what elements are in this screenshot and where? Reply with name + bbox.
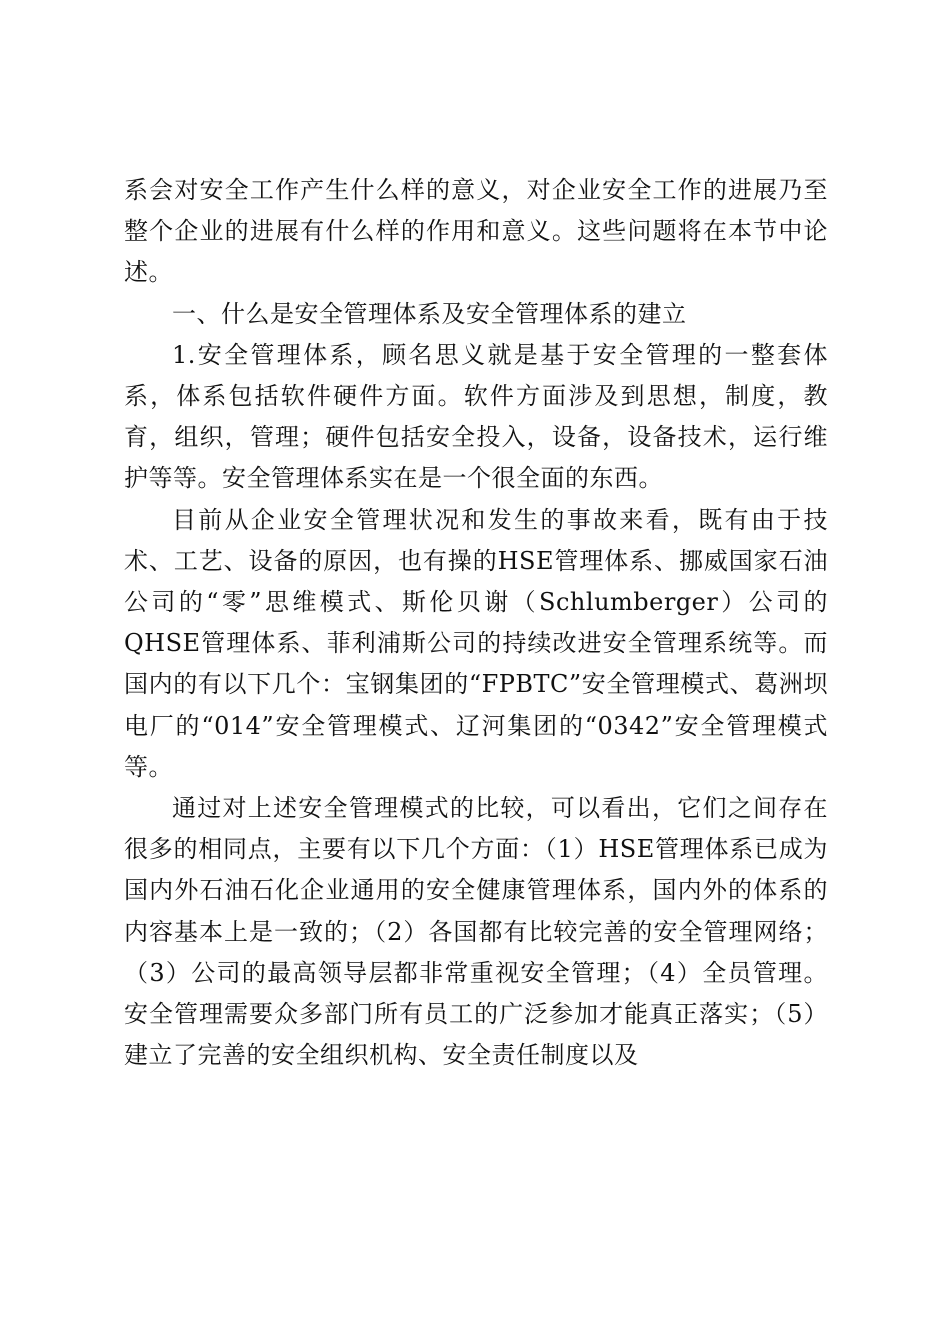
- paragraph-management-models: 目前从企业安全管理状况和发生的事故来看，既有由于技术、工艺、设备的原因，也有操的HSE管理体系、挪威国家石油公司的“零”思维模式、斯伦贝谢（Schlumberger）公司的QHSE管理体系、菲利浦斯公司的持续改进安全管理系统等。而国内的有以下几个：宝钢集团的“FPBTC”安全管理模式、葛洲坝电厂的“014”安全管理模式、辽河集团的“0342”安全管理模式等。: [124, 505, 828, 781]
- document-body: [124, 170, 828, 1076]
- section-heading: 一、什么是安全管理体系及安全管理体系的建立: [172, 299, 687, 328]
- paragraph-comparison: 通过对上述安全管理模式的比较，可以看出，它们之间存在很多的相同点，主要有以下几个方面：（1）HSE管理体系已成为国内外石油石化企业通用的安全健康管理体系，国内外的体系的内容基本上是一致的；（2）各国都有比较完善的安全管理网络；（3）公司的最高领导层都非常重视安全管理；（4）全员管理。安全管理需要众多部门所有员工的广泛参加才能真正落实；（5）建立了完善的安全组织机构、安全责任制度以及: [124, 794, 828, 1070]
- paragraph-continuation: 系会对安全工作产生什么样的意义，对企业安全工作的进展乃至整个企业的进展有什么样的作用和意义。这些问题将在本节中论述。: [124, 176, 828, 287]
- paragraph-definition: 1.安全管理体系，顾名思义就是基于安全管理的一整套体系，体系包括软件硬件方面。软件方面涉及到思想，制度，教育，组织，管理；硬件包括安全投入，设备，设备技术，运行维护等等。安全管理体系实在是一个很全面的东西。: [124, 340, 828, 493]
